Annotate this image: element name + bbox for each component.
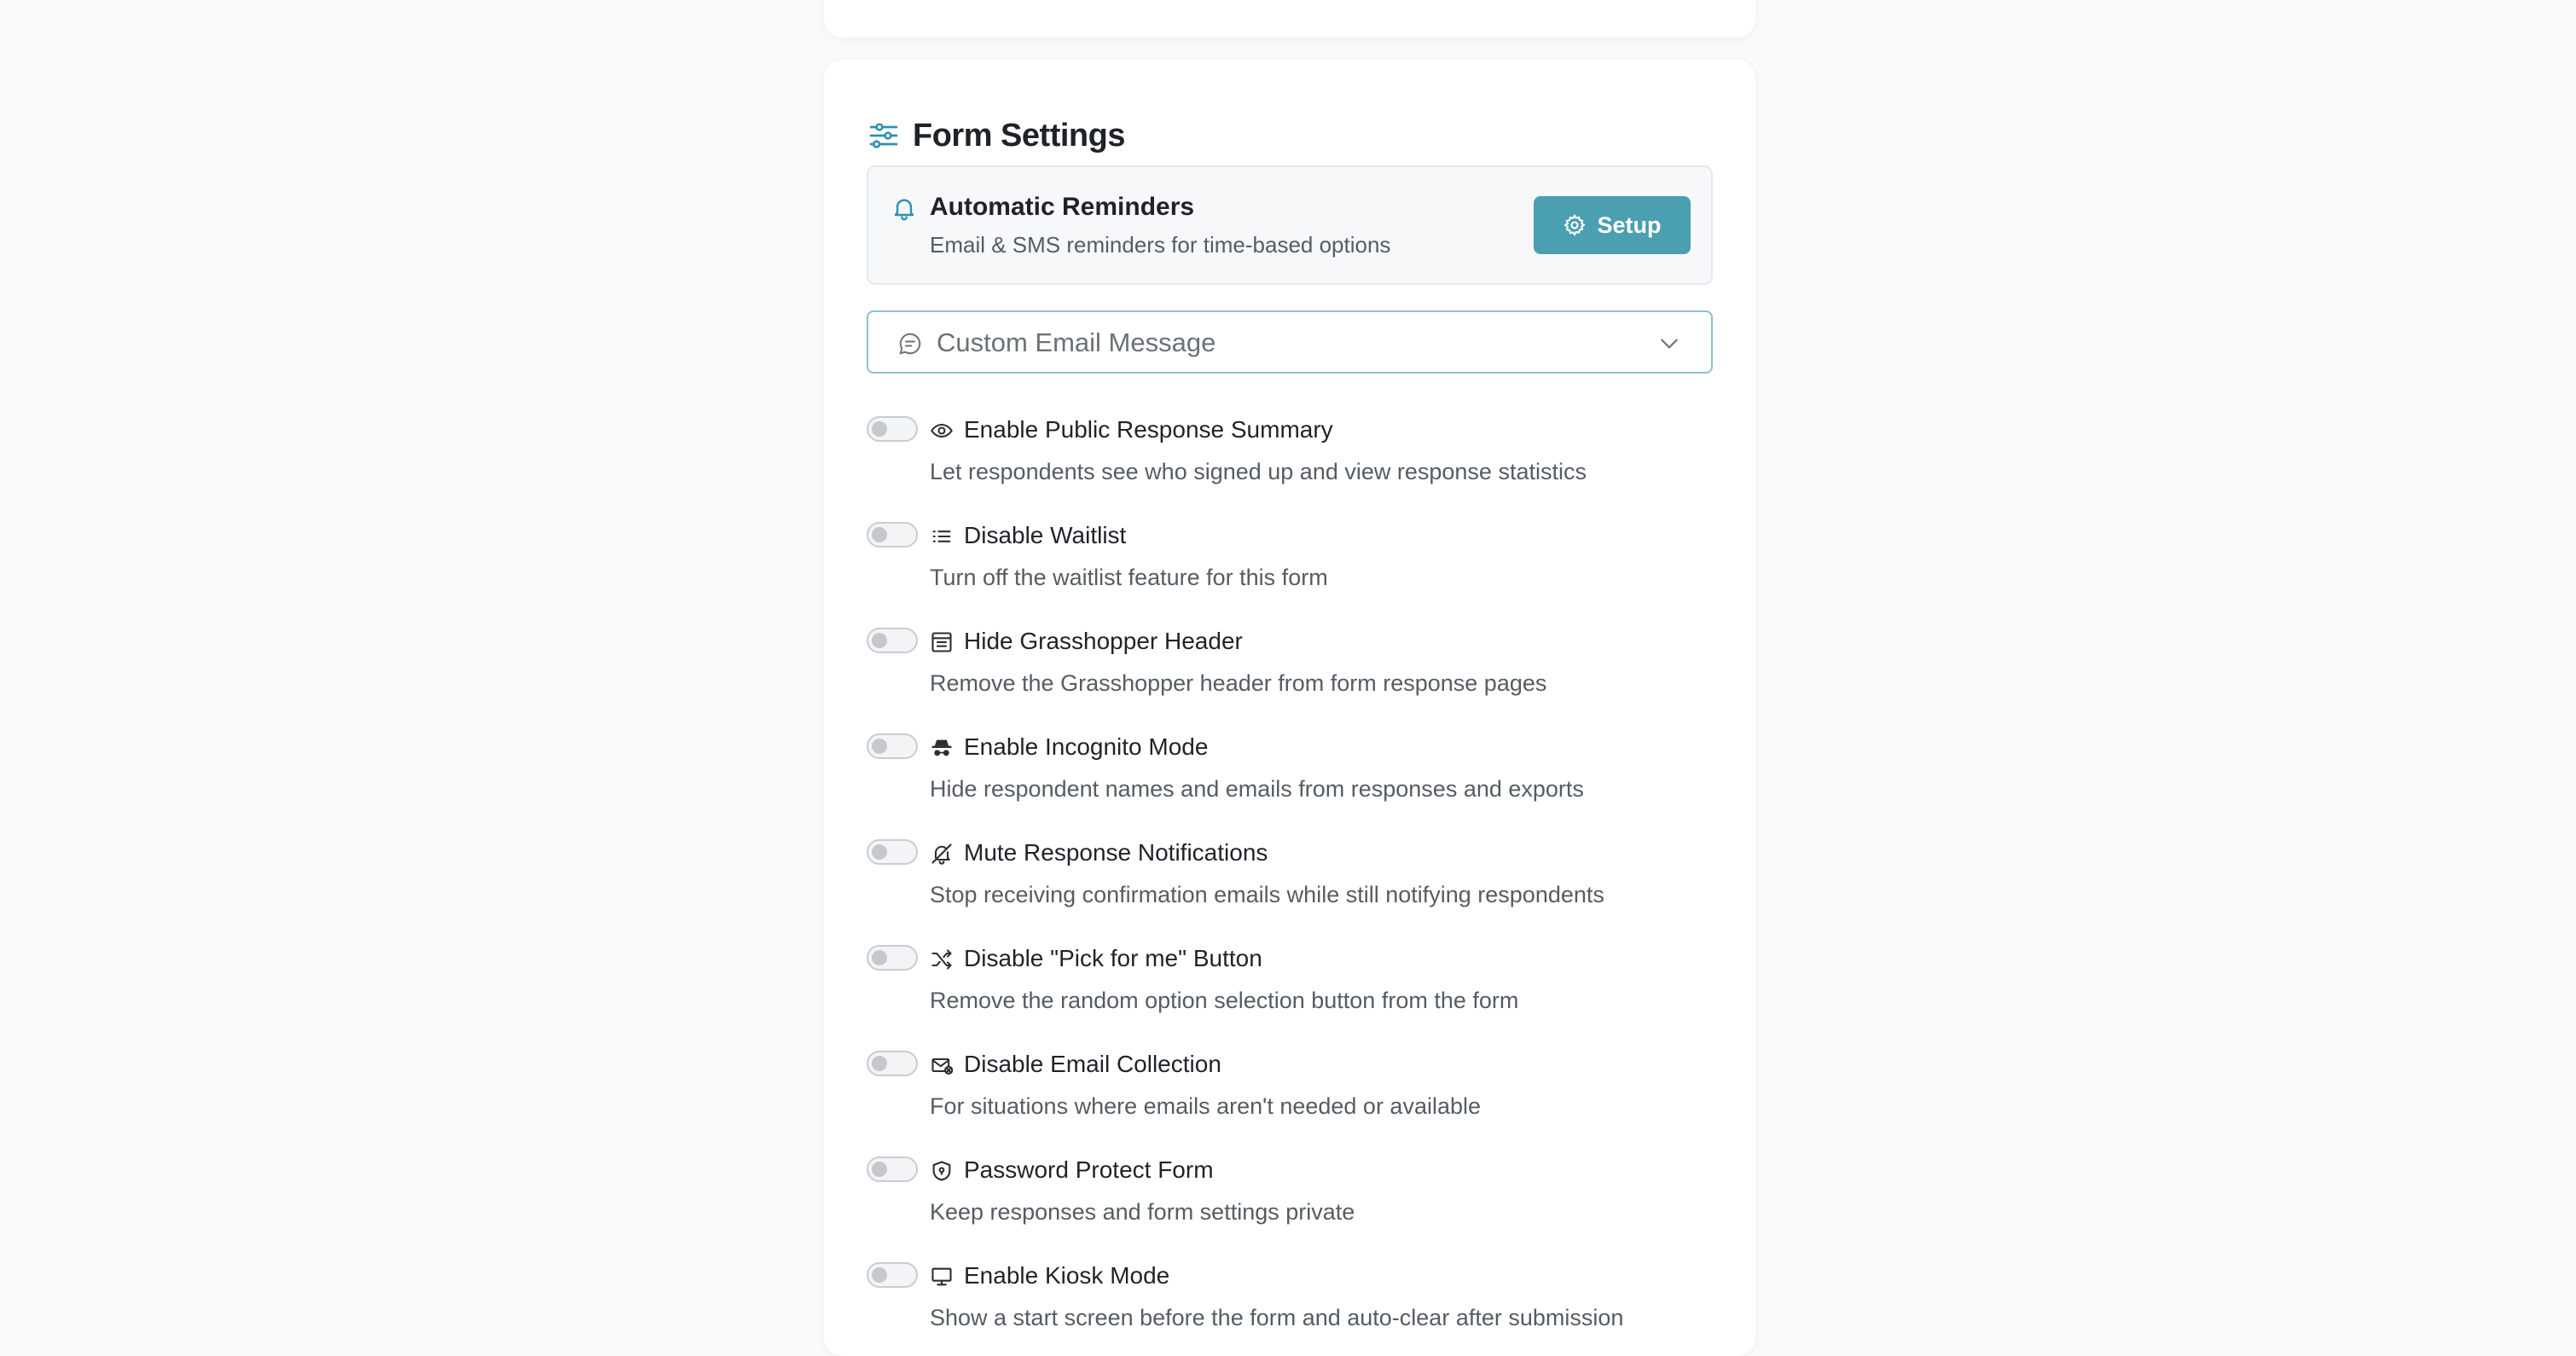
setting-title: Disable Email Collection bbox=[964, 1051, 1221, 1077]
previous-section-card bbox=[824, 0, 1755, 38]
setting-disable-waitlist bbox=[867, 522, 1713, 616]
automatic-reminders-panel bbox=[867, 165, 1713, 285]
setting-title: Enable Incognito Mode bbox=[964, 733, 1209, 760]
setting-disable-email-collection bbox=[867, 1051, 1713, 1144]
setting-mute-response-notifications bbox=[867, 839, 1713, 933]
setting-description: Keep responses and form settings private bbox=[930, 1199, 1355, 1225]
setting-description: Let respondents see who signed up and view response statistics bbox=[930, 459, 1587, 484]
eye-icon bbox=[930, 419, 954, 443]
setting-description: Remove the random option selection button from the form bbox=[930, 988, 1519, 1013]
setting-password-protect bbox=[867, 1156, 1713, 1250]
sliders-icon bbox=[867, 119, 901, 153]
password-protect-toggle[interactable] bbox=[867, 1156, 918, 1182]
form-settings-header bbox=[867, 104, 1125, 167]
setting-description: Show a start screen before the form and auto-clear after submission bbox=[930, 1305, 1624, 1330]
setting-disable-pick-for-me bbox=[867, 945, 1713, 1039]
chevron-down-icon bbox=[1658, 333, 1680, 355]
shuffle-icon bbox=[930, 947, 954, 971]
setting-description: For situations where emails aren't needed or available bbox=[930, 1093, 1482, 1119]
setting-description: Turn off the waitlist feature for this form bbox=[930, 565, 1328, 590]
custom-email-label: Custom Email Message bbox=[937, 327, 1216, 357]
reminders-title: Automatic Reminders bbox=[930, 193, 1195, 221]
setting-title: Password Protect Form bbox=[964, 1156, 1214, 1183]
public-response-summary-toggle[interactable] bbox=[867, 416, 918, 442]
bell-off-icon bbox=[930, 842, 954, 866]
mute-notifications-toggle[interactable] bbox=[867, 839, 918, 865]
setup-button[interactable] bbox=[1534, 196, 1691, 254]
toggle-knob bbox=[872, 739, 887, 754]
email-collection-toggle[interactable] bbox=[867, 1051, 918, 1076]
setting-description: Stop receiving confirmation emails while still notifying respondents bbox=[930, 882, 1604, 907]
setting-kiosk-mode bbox=[867, 1262, 1713, 1356]
mail-off-icon bbox=[930, 1053, 954, 1077]
bell-icon bbox=[891, 194, 918, 222]
form-settings-card bbox=[824, 60, 1755, 1356]
setting-hide-grasshopper-header bbox=[867, 628, 1713, 721]
gear-icon bbox=[1563, 213, 1587, 237]
pick-for-me-toggle[interactable] bbox=[867, 945, 918, 971]
toggle-knob bbox=[872, 950, 887, 965]
custom-email-message-dropdown[interactable] bbox=[867, 310, 1713, 374]
toggle-knob bbox=[872, 1162, 887, 1177]
setting-description: Hide respondent names and emails from responses and exports bbox=[930, 776, 1584, 802]
shield-icon bbox=[930, 1159, 954, 1183]
incognito-icon bbox=[930, 736, 954, 760]
list-icon bbox=[930, 524, 954, 548]
incognito-mode-toggle[interactable] bbox=[867, 733, 918, 759]
header-layout-icon bbox=[930, 630, 954, 654]
toggle-knob bbox=[872, 421, 887, 437]
kiosk-mode-toggle[interactable] bbox=[867, 1262, 918, 1288]
reminders-subtitle: Email & SMS reminders for time-based options bbox=[930, 232, 1391, 258]
setting-title: Hide Grasshopper Header bbox=[964, 628, 1243, 654]
setting-description: Remove the Grasshopper header from form response pages bbox=[930, 670, 1547, 696]
toggle-knob bbox=[872, 633, 887, 648]
setting-incognito-mode bbox=[867, 733, 1713, 827]
toggle-knob bbox=[872, 1056, 887, 1071]
setting-title: Disable Waitlist bbox=[964, 522, 1127, 548]
setup-button-label: Setup bbox=[1597, 212, 1662, 238]
setting-public-response-summary bbox=[867, 416, 1713, 510]
page-title: Form Settings bbox=[913, 117, 1125, 154]
setting-title: Enable Kiosk Mode bbox=[964, 1262, 1170, 1289]
toggle-knob bbox=[872, 844, 887, 860]
toggle-knob bbox=[872, 1267, 887, 1283]
toggle-knob bbox=[872, 527, 887, 542]
hide-grasshopper-header-toggle[interactable] bbox=[867, 628, 918, 653]
chat-bubble-icon bbox=[897, 331, 923, 356]
setting-title: Enable Public Response Summary bbox=[964, 416, 1333, 443]
monitor-icon bbox=[930, 1265, 954, 1289]
setting-title: Mute Response Notifications bbox=[964, 839, 1268, 866]
disable-waitlist-toggle[interactable] bbox=[867, 522, 918, 548]
setting-title: Disable "Pick for me" Button bbox=[964, 945, 1262, 971]
